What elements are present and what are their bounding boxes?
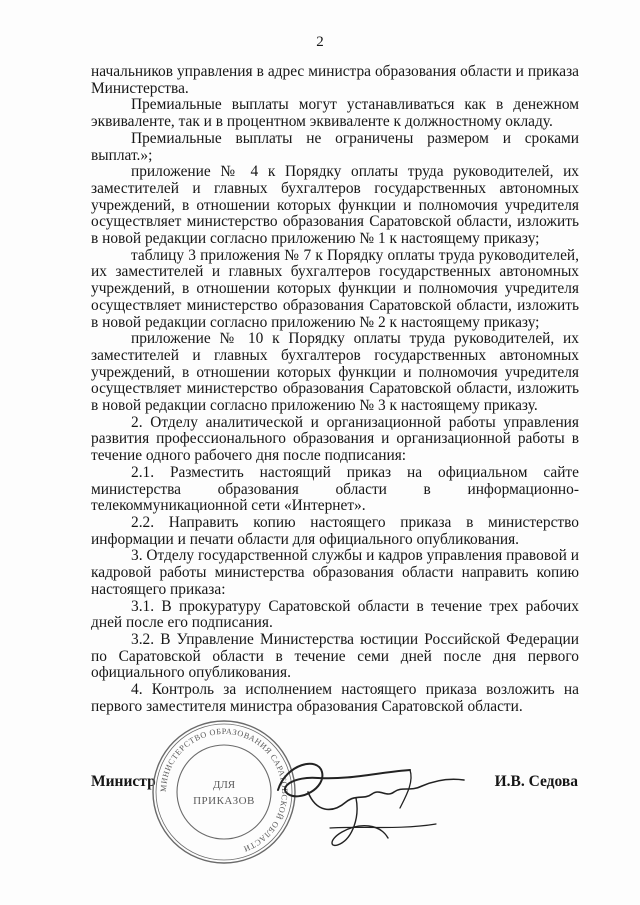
paragraph: таблицу 3 приложения № 7 к Порядку оплаты труда руководителей, их заместителей и главных бухгалтеров государственных автономных учреждений, в отношении которых функции и полномочия учредителя осуществляет министерство образования Саратовской области, изложить в новой редакции согласно приложению № 2 к настоящему приказу; xyxy=(91,246,579,331)
paragraph: приложение № 10 к Порядку оплаты труда руководителей, их заместителей и главных бухгалтеров государственных автономных учреждений, в отношении которых функции и полномочия учредителя осуществляет министерство образования Саратовской области, изложить в новой редакции согласно приложению № 3 к настоящему приказу. xyxy=(91,330,579,415)
stamp-ring-text: МИНИСТЕРСТВО ОБРАЗОВАНИЯ САРАТОВСКОЙ ОБЛАСТИ xyxy=(158,726,290,854)
stamp-text-line-2: ПРИКАЗОВ xyxy=(193,795,255,807)
paragraph: 3.2. В Управление Министерства юстиции Российской Федерации по Саратовской области в течение семи дней после дня первого официального опубликования. xyxy=(91,630,579,682)
paragraph: 2. Отделу аналитической и организационной работы управления развития профессионального образования и организационной работы в течение одного рабочего дня после подписания: xyxy=(91,413,579,465)
paragraph: начальников управления в адрес министра образования области и приказа Министерства. xyxy=(91,63,579,97)
paragraph: приложение № 4 к Порядку оплаты труда руководителей, их заместителей и главных бухгалтеров государственных автономных учреждений, в отношении которых функции и полномочия учредителя осуществляет министерство образования Саратовской области, изложить в новой редакции согласно приложению № 1 к настоящему приказу; xyxy=(91,163,579,248)
paragraph: 2.2. Направить копию настоящего приказа в министерство информации и печати области для официального опубликования. xyxy=(91,513,579,548)
handwritten-signature-icon xyxy=(260,742,470,872)
paragraph: 2.1. Разместить настоящий приказ на официальном сайте министерства образования области в информационно-телекоммуникационной сети «Интернет». xyxy=(91,463,579,515)
stamp-text-line-1: ДЛЯ xyxy=(212,779,236,791)
paragraph: 3. Отделу государственной службы и кадров управления правовой и кадровой работы министерства образования области направить копию настоящего приказа: xyxy=(91,547,579,598)
paragraph: Премиальные выплаты могут устанавливаться как в денежном эквиваленте, так и в процентном эквиваленте к должностному окладу. xyxy=(91,96,579,131)
paragraph: Премиальные выплаты не ограничены размером и сроками выплат.»; xyxy=(91,129,579,164)
signatory-title: Министр xyxy=(91,773,156,790)
paragraph: 3.1. В прокуратуру Саратовской области в течение трех рабочих дней после его подписания. xyxy=(91,597,579,632)
signatory-name: И.В. Седова xyxy=(494,773,578,790)
page-number: 2 xyxy=(316,34,324,50)
paragraph: 4. Контроль за исполнением настоящего приказа возложить на первого заместителя министра образования Саратовской области. xyxy=(91,681,579,715)
